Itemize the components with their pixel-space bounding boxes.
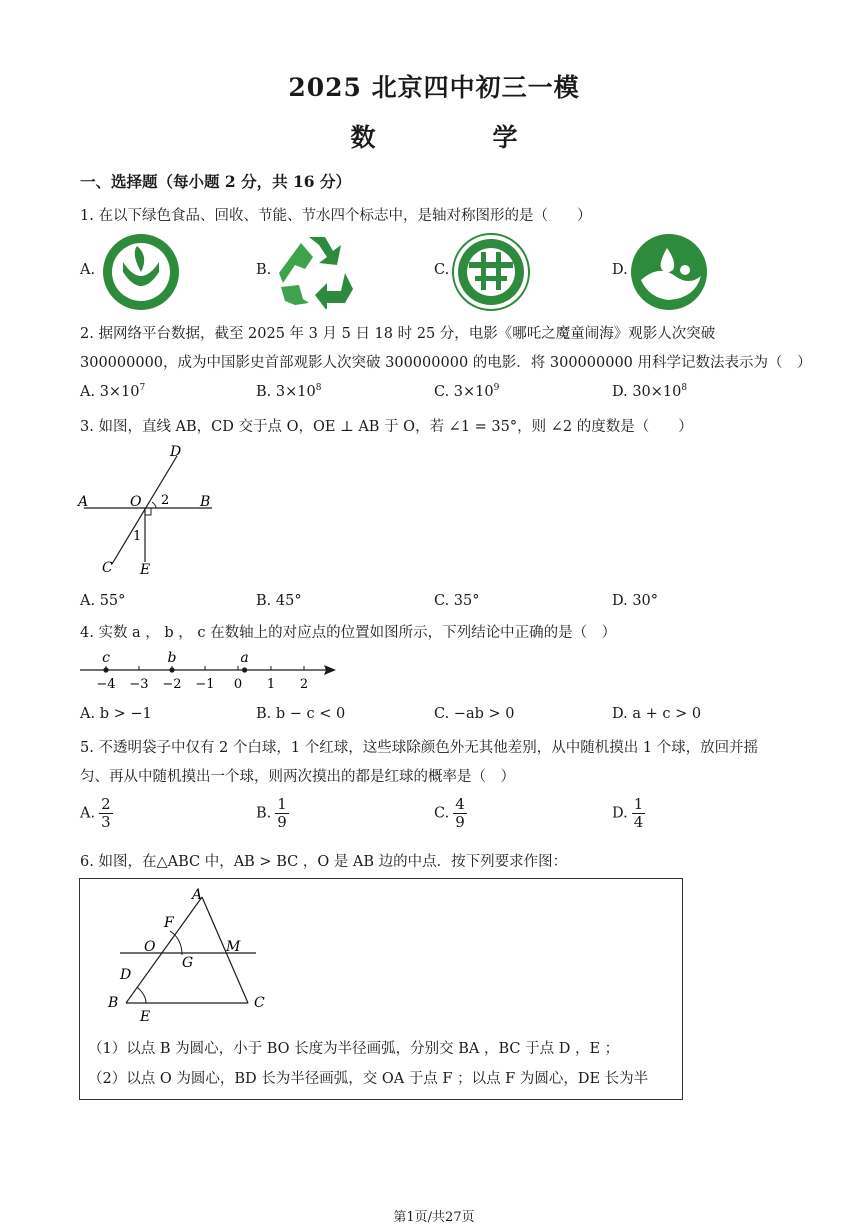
q3-option-d: D. 30° [612, 593, 659, 609]
q6-step-2: （2）以点 O 为圆心，BD 长为半径画弧，交 OA 于点 F ；以点 F 为圆心，DE 长为半 [88, 1071, 649, 1087]
arc-fg [170, 931, 182, 955]
label-angle-2: 2 [161, 493, 170, 508]
green-food-logo-icon [101, 232, 181, 312]
label-a: A [192, 887, 203, 903]
label-b: B [200, 494, 211, 510]
q4-option-d: D. a + c > 0 [612, 706, 702, 722]
q5-option-c: C. $\frac{4}{9}$ [434, 795, 465, 831]
point-b [169, 667, 174, 672]
q6-figure [94, 883, 294, 1023]
q4-option-b: B. b − c < 0 [256, 706, 346, 722]
label-c: C [102, 560, 113, 576]
q3-option-c: C. 35° [434, 593, 480, 609]
question-5-stem-line1: 5. 不透明袋子中仅有 2 个白球，1 个红球，这些球除颜色外无其他差别，从中随机摸出 1 个球，放回并摇 [80, 740, 759, 756]
label-e: E [140, 562, 151, 578]
point-a [242, 667, 247, 672]
label-m: M [226, 939, 241, 955]
q3-figure [72, 440, 232, 580]
q5-option-d: D. $\frac{1}{4}$ [612, 795, 644, 831]
axis-tick-label: −3 [129, 677, 149, 692]
q1-option-d-label: D. [612, 262, 628, 278]
q6-step-1: （1）以点 B 为圆心，小于 BO 长度为半径画弧，分别交 BA ，BC 于点 D ，E ； [88, 1041, 620, 1057]
question-3-stem: 3. 如图，直线 AB，CD 交于点 O，OE ⊥ AB 于 O，若 ∠1 = 35°，则 ∠2 的度数是（ ） [80, 419, 693, 435]
label-b: B [108, 995, 119, 1011]
label-e: E [140, 1009, 151, 1023]
q5-option-a: A. $\frac{2}{3}$ [80, 795, 111, 831]
energy-saving-logo-icon [451, 232, 531, 312]
label-o: O [144, 939, 156, 955]
label-c: C [254, 995, 265, 1011]
question-2-stem-line2: 300000000，成为中国影史首部观影人次突破 300000000 的电影．将 300000000 用科学记数法表示为（ ） [80, 355, 812, 371]
label-d: D [170, 444, 182, 460]
point-label-b: b [167, 650, 177, 666]
axis-tick-label: 1 [266, 677, 276, 692]
water-saving-logo-icon [629, 232, 709, 312]
label-o: O [130, 494, 142, 510]
point-c [103, 667, 108, 672]
label-d: D [120, 967, 132, 983]
q3-option-b: B. 45° [256, 593, 302, 609]
label-f: F [164, 915, 174, 931]
q1-option-a-label: A. [80, 262, 96, 278]
question-4-stem: 4. 实数 a ， b ， c 在数轴上的对应点的位置如图所示，下列结论中正确的是（ ） [80, 625, 617, 641]
q1-option-c-label: C. [434, 262, 450, 278]
right-angle-mark [145, 508, 151, 515]
axis-tick-label: 2 [299, 677, 309, 692]
question-5-stem-line2: 匀、再从中随机摸出一个球，则两次摸出的都是红球的概率是（ ） [80, 769, 515, 785]
q3-option-a: A. 55° [80, 593, 126, 609]
point-label-a: a [240, 650, 249, 666]
arc-de [137, 987, 146, 1003]
q6-construction-box [79, 878, 683, 1100]
q2-option-c: C. $3\times 10^9$ [434, 383, 500, 400]
axis-tick-label: 0 [233, 677, 243, 692]
q4-number-line [74, 644, 344, 696]
q4-option-c: C. −ab > 0 [434, 706, 515, 722]
question-6-stem: 6. 如图，在△ABC 中，AB > BC ，O 是 AB 边的中点．按下列要求作图： [80, 854, 568, 870]
subject-title: 数 学 [350, 123, 564, 152]
q5-option-b: B. $\frac{1}{9}$ [256, 795, 287, 831]
side-ac [202, 897, 248, 1003]
q2-option-a: A. $3\times 10^7$ [80, 383, 146, 400]
recycle-logo-icon [275, 233, 355, 309]
q2-option-d: D. $30\times 10^8$ [612, 383, 688, 400]
page-title: 2025 北京四中初三一模 [288, 73, 580, 102]
axis-tick-label: −1 [195, 677, 215, 692]
q2-option-b: B. $3\times 10^8$ [256, 383, 322, 400]
axis-tick-label: −4 [96, 677, 116, 692]
label-angle-1: 1 [133, 529, 142, 544]
label-g: G [182, 955, 194, 971]
section-heading: 一、选择题（每小题 2 分，共 16 分） [80, 172, 351, 191]
label-a: A [78, 494, 89, 510]
q1-option-b-label: B. [256, 262, 272, 278]
axis-tick-label: −2 [162, 677, 182, 692]
angle-2-arc [152, 502, 156, 508]
point-label-c: c [102, 650, 110, 666]
question-1-stem: 1. 在以下绿色食品、回收、节能、节水四个标志中，是轴对称图形的是（ ） [80, 208, 592, 224]
page-footer: 第1页/共27页 [393, 1210, 475, 1225]
question-2-stem-line1: 2. 据网络平台数据，截至 2025 年 3 月 5 日 18 时 25 分，电影《哪吒之魔童闹海》观影人次突破 [80, 326, 716, 342]
q4-option-a: A. b > −1 [80, 706, 152, 722]
